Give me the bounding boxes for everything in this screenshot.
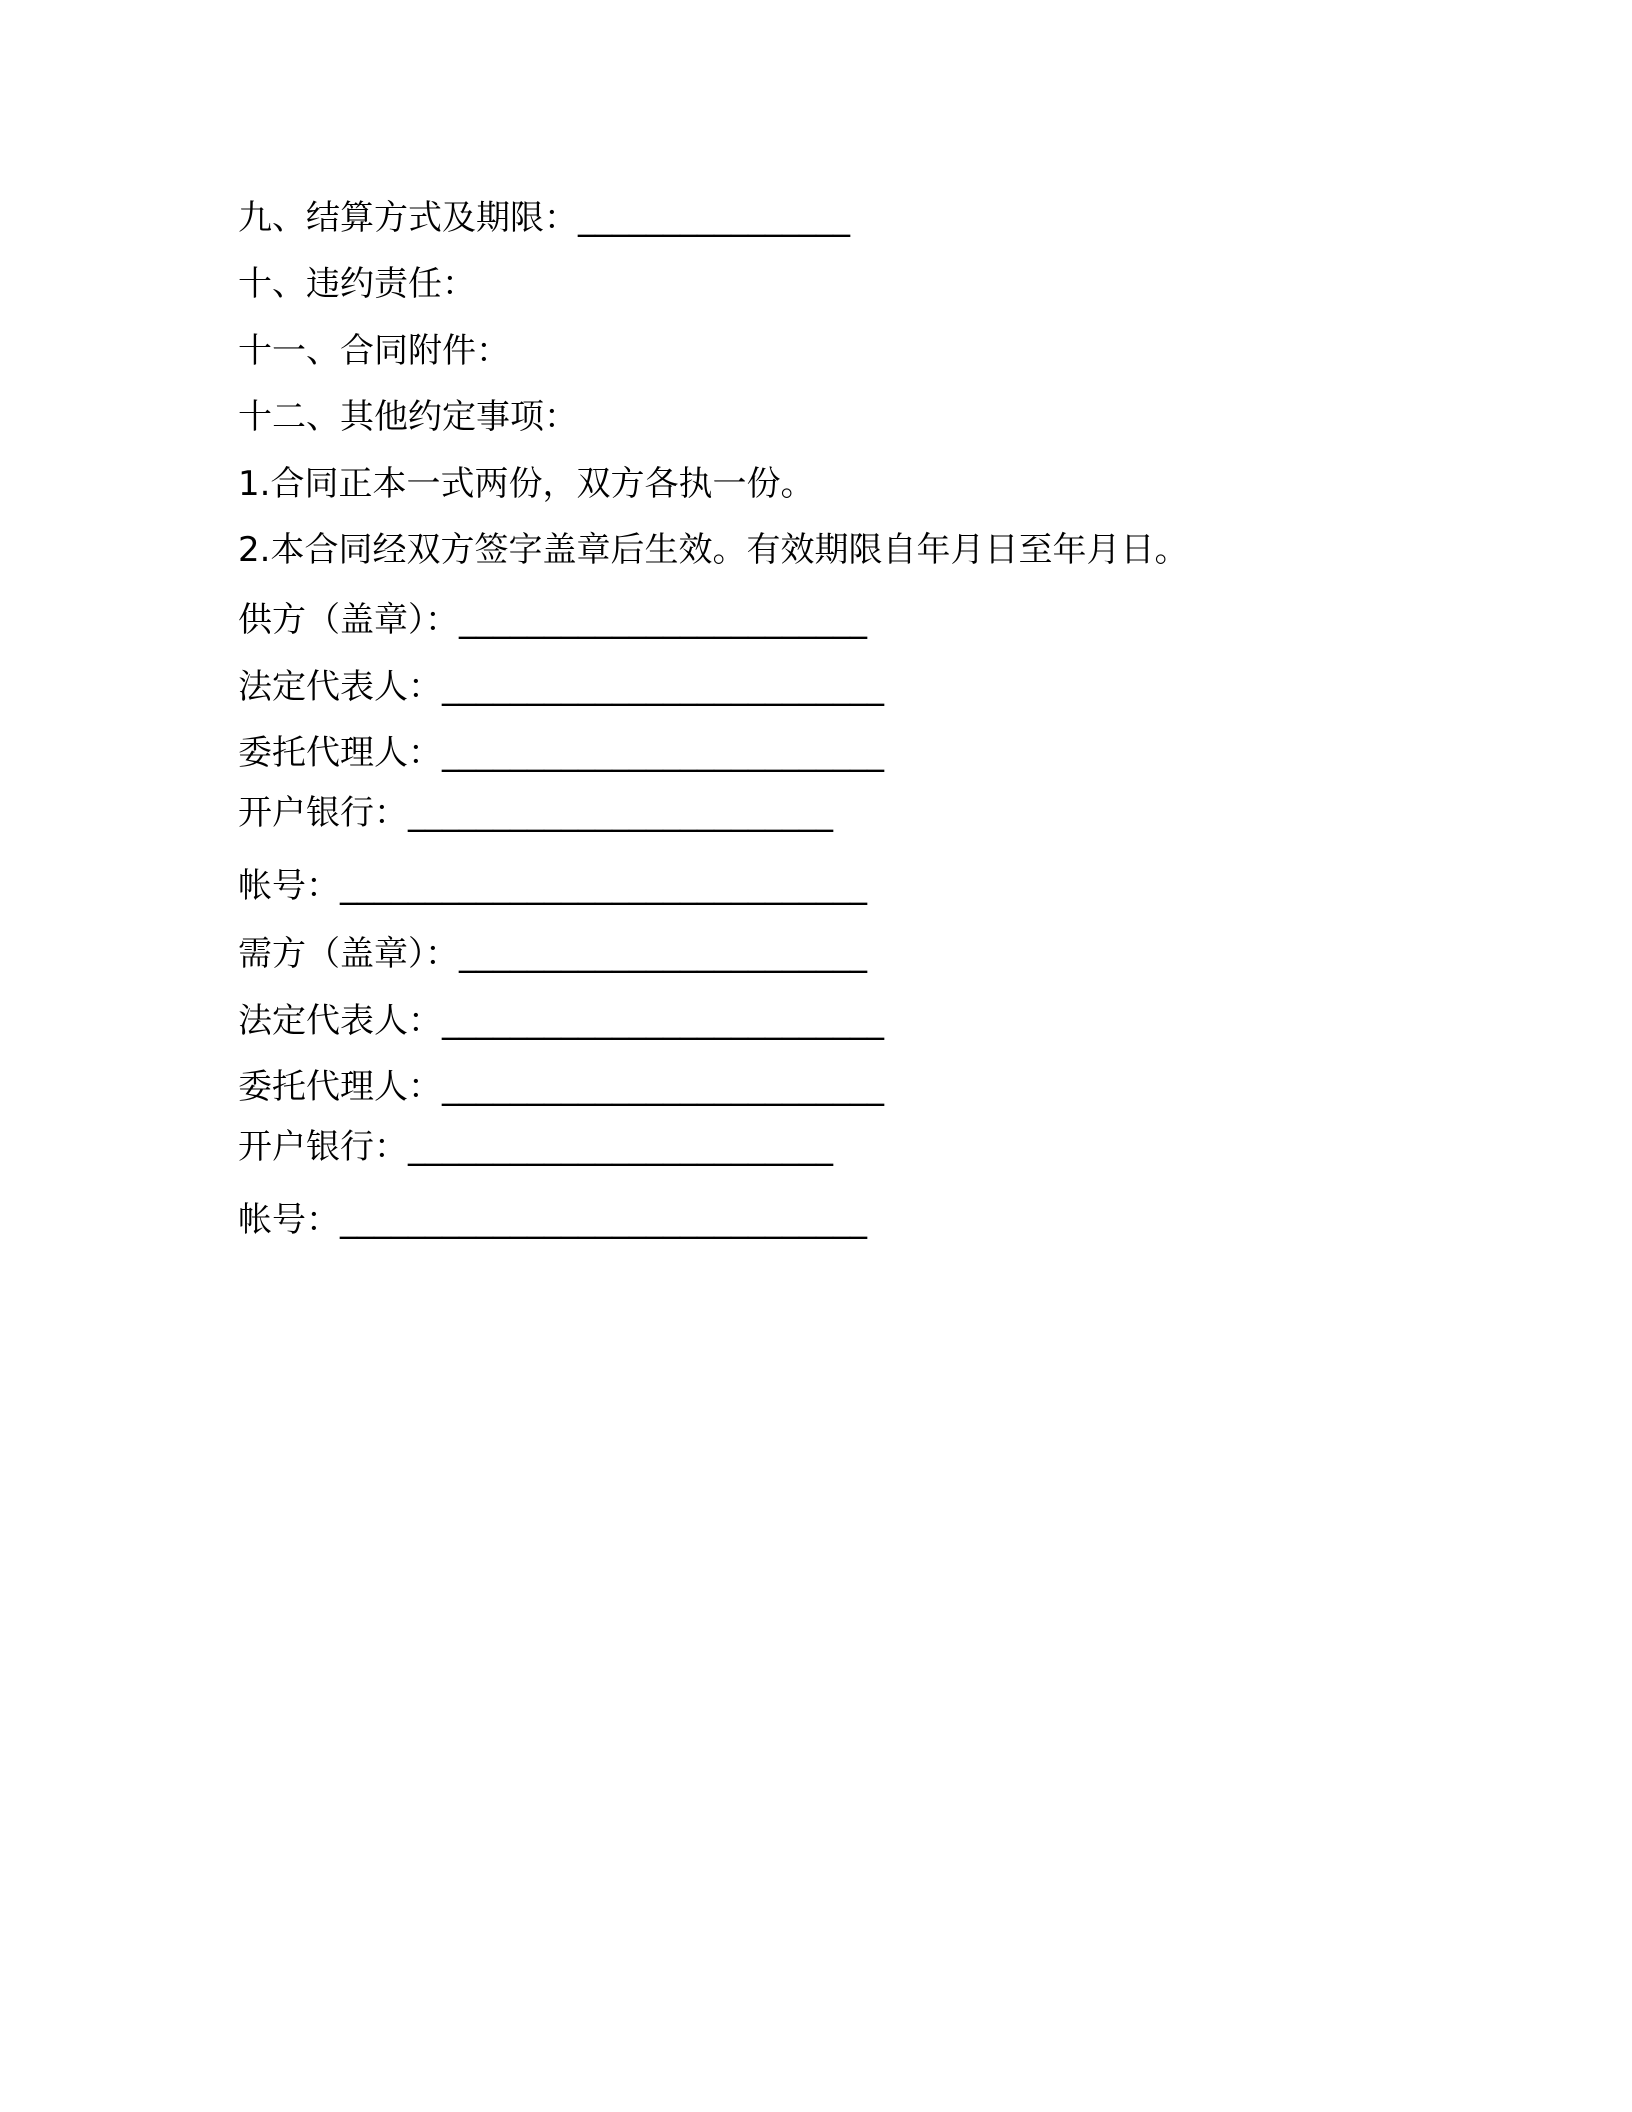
clause-attachments: 十一、合同附件：	[238, 331, 510, 371]
buyer-seal-field: 需方（盖章）：________________________	[238, 934, 867, 974]
supplier-account-field: 帐号：_______________________________	[238, 866, 867, 906]
supplier-legal-rep-field: 法定代表人：__________________________	[238, 667, 884, 707]
term-copies: 1.合同正本一式两份，双方各执一份。	[238, 464, 815, 504]
buyer-bank-field: 开户银行：_________________________	[238, 1127, 833, 1167]
buyer-agent-field: 委托代理人：__________________________	[238, 1067, 884, 1107]
supplier-seal-field: 供方（盖章）：________________________	[238, 600, 867, 640]
term-effective: 2.本合同经双方签字盖章后生效。有效期限自年月日至年月日。	[238, 530, 1189, 570]
buyer-account-field: 帐号：_______________________________	[238, 1200, 867, 1240]
supplier-bank-field: 开户银行：_________________________	[238, 793, 833, 833]
supplier-agent-field: 委托代理人：__________________________	[238, 733, 884, 773]
buyer-legal-rep-field: 法定代表人：__________________________	[238, 1001, 884, 1041]
clause-settlement: 九、结算方式及期限：________________	[238, 198, 850, 238]
clause-other-terms: 十二、其他约定事项：	[238, 397, 578, 437]
clause-liability: 十、违约责任：	[238, 264, 476, 304]
